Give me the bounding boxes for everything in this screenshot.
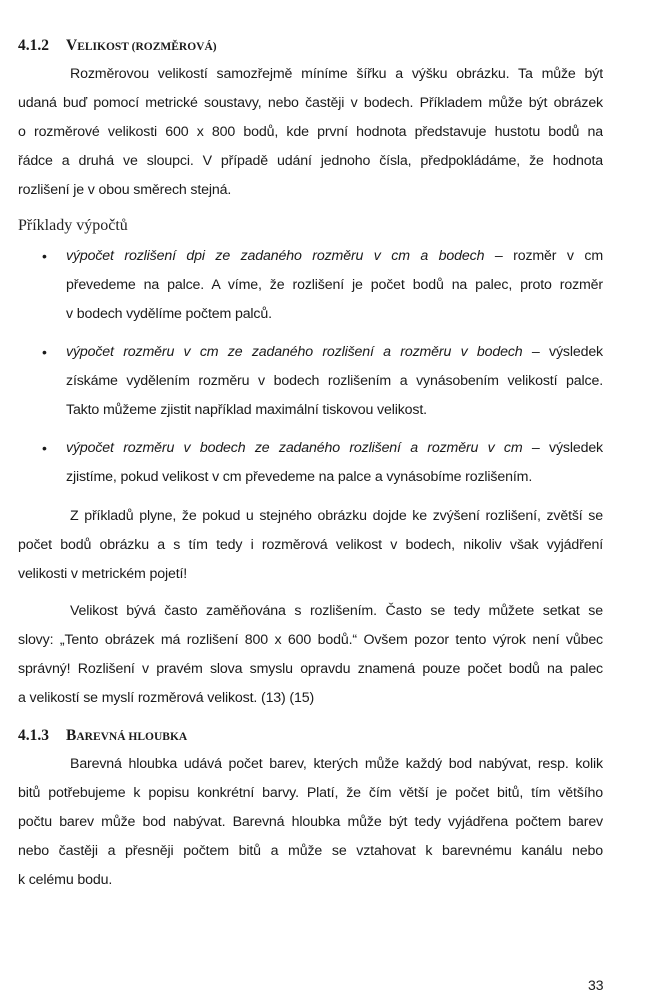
bullet-icon: • [42, 440, 47, 456]
list-item-line: v bodech vydělíme počtem palců. [66, 306, 272, 322]
paragraph-line: počtu barev může bod nabývat. Barevná hloubka může být tedy vyjádřena počtem barev [18, 814, 603, 830]
paragraph-line: o rozměrové velikosti 600 x 800 bodů, kde první hodnota představuje hustotu bodů na [18, 124, 603, 140]
paragraph-line: k celému bodu. [18, 872, 113, 888]
paragraph-line: Velikost bývá často zaměňována s rozlišením. Často se tedy můžete setkat se [70, 603, 603, 619]
section-title-rest: ELIKOST (ROZMĚROVÁ) [77, 41, 217, 53]
paragraph-line: udaná buď pomocí metrické soustavy, nebo častěji v bodech. Příkladem může být obrázek [18, 95, 603, 111]
page-number: 33 [588, 977, 604, 993]
list-item-italic: výpočet rozlišení dpi ze zadaného rozměru v cm a bodech [66, 248, 485, 264]
section-number: 4.1.2 [18, 37, 49, 54]
list-item-rest: – výsledek [531, 440, 603, 456]
paragraph-line: rozlišení je v obou směrech stejná. [18, 182, 232, 198]
paragraph-line: Rozměrovou velikostí samozřejmě míníme šířku a výšku obrázku. Ta může být [70, 66, 603, 82]
section-title-initial: V [66, 37, 78, 54]
paragraph-line: a velikostí se myslí rozměrová velikost. (13) (15) [18, 690, 315, 706]
list-item-line: získáme vydělením rozměru v bodech rozlišením a vynásobením velikostí palce. [66, 373, 603, 389]
list-item-line: převedeme na palce. A víme, že rozlišení je počet bodů na palec, proto rozměr [66, 277, 603, 293]
list-item-line: zjistíme, pokud velikost v cm převedeme na palce a vynásobíme rozlišením. [66, 469, 533, 485]
list-item-first-line [66, 342, 603, 362]
section-heading-4-1-2 [18, 36, 217, 57]
paragraph-line: slovy: „Tento obrázek má rozlišení 800 x 600 bodů.“ Ovšem pozor tento výrok není vůbec [18, 632, 603, 648]
paragraph-line: Z příkladů plyne, že pokud u stejného obrázku dojde ke zvýšení rozlišení, zvětší se [70, 508, 603, 524]
list-item-first-line [66, 246, 603, 266]
paragraph-line: Barevná hloubka udává počet barev, kterých může každý bod nabývat, resp. kolik [70, 756, 603, 772]
list-item-italic: výpočet rozměru v bodech ze zadaného rozlišení a rozměru v cm [66, 440, 523, 456]
paragraph-line: velikosti v metrickém pojetí! [18, 566, 188, 582]
list-item-first-line [66, 438, 603, 458]
paragraph-line: řádce a druhá ve sloupci. V případě udání jednoho čísla, předpokládáme, že hodnota [18, 153, 603, 169]
section-number: 4.1.3 [18, 727, 49, 744]
paragraph-line: nebo častěji a přesněji počtem bitů a může se vztahovat k barevnému kanálu nebo [18, 843, 603, 859]
section-title-initial: B [66, 727, 77, 744]
examples-heading: Příklady výpočtů [18, 217, 128, 234]
bullet-icon: • [42, 248, 47, 264]
list-item-rest: – výsledek [531, 344, 603, 360]
list-item-rest: – rozměr v cm [494, 248, 603, 264]
paragraph-line: bitů potřebujeme k popisu konkrétní barvy. Platí, že čím větší je počet bitů, tím většího [18, 785, 603, 801]
list-item-line: Takto můžeme zjistit například maximální tiskovou velikost. [66, 402, 427, 418]
paragraph-line: správný! Rozlišení v pravém slova smyslu opravdu znamená pouze počet bodů na palec [18, 661, 603, 677]
section-heading-4-1-3 [18, 726, 187, 747]
bullet-icon: • [42, 344, 47, 360]
list-item-italic: výpočet rozměru v cm ze zadaného rozlišení a rozměru v bodech [66, 344, 523, 360]
section-title-rest: AREVNÁ HLOUBKA [76, 731, 188, 743]
paragraph-line: počet bodů obrázku a s tím tedy i rozměrová velikost v bodech, nikoliv však vyjádření [18, 537, 603, 553]
